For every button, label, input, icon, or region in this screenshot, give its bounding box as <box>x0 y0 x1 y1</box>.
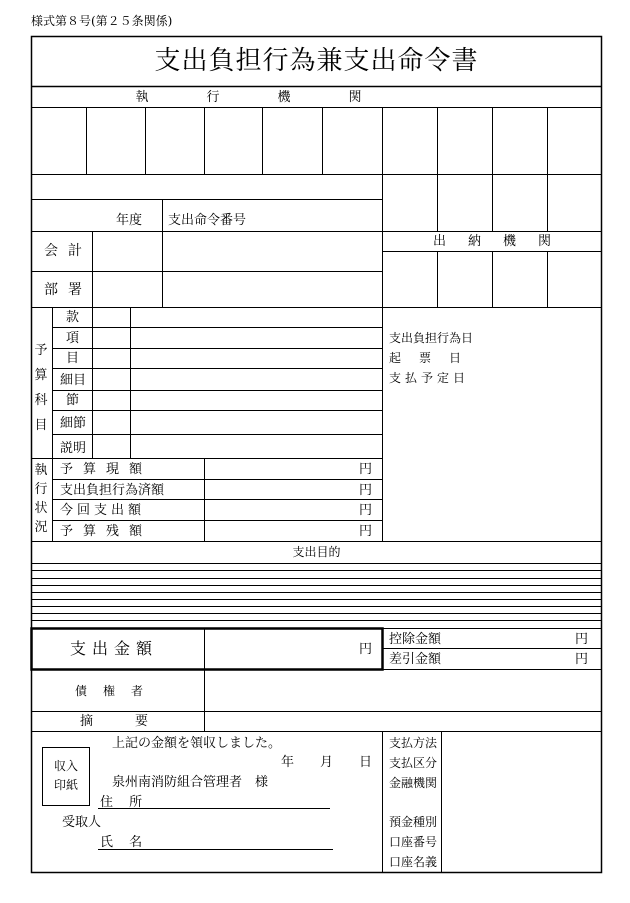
current-payment-amount-label: 今回支出額 <box>60 503 146 518</box>
issue-date-label: 起票日 <box>389 351 480 365</box>
receipt-statement: 上記の金額を領収しました。 <box>112 736 282 751</box>
revenue-stamp-label-2: 印紙 <box>54 778 79 792</box>
summary-label: 摘要 <box>80 714 191 729</box>
budget-item-kan: 款 <box>66 310 80 325</box>
yen-unit: 円 <box>359 462 373 477</box>
name-label: 氏 名 <box>100 835 149 850</box>
commitment-date-label: 支出負担行為日 <box>389 331 474 345</box>
payment-due-date-label: 支払予定日 <box>389 371 470 385</box>
budget-item-saisetsu: 細節 <box>60 416 87 431</box>
issuing-agency-header: 執行機関 <box>135 90 420 105</box>
revenue-stamp-box <box>42 747 90 806</box>
payment-order-number-label: 支出命令番号 <box>168 213 247 228</box>
budget-item-saimoku: 細目 <box>60 373 87 388</box>
net-amount-label: 差引金額 <box>389 652 442 667</box>
payment-method-label: 支払方法 <box>389 736 438 750</box>
deduction-amount-label: 控除金額 <box>389 632 442 647</box>
budget-current-amount-label: 予算現額 <box>60 462 153 477</box>
account-number-label: 口座番号 <box>389 835 438 849</box>
budget-item-kou: 項 <box>66 331 80 346</box>
budget-item-setsu: 節 <box>66 393 80 408</box>
execution-status-heading: 執行状況 <box>34 463 48 535</box>
receipt-date: 年 月 日 <box>281 755 373 770</box>
payment-purpose-label: 支出目的 <box>292 545 341 559</box>
deposit-type-label: 預金種別 <box>389 815 438 829</box>
payment-category-label: 支払区分 <box>389 756 438 770</box>
payment-amount-label: 支出金額 <box>70 639 159 658</box>
form-number-note: 様式第８号(第２５条関係) <box>31 14 173 28</box>
recipient-label: 受取人 <box>62 815 102 830</box>
committed-amount-label: 支出負担行為済額 <box>60 483 165 498</box>
financial-institution-label: 金融機関 <box>389 776 438 790</box>
budget-item-setsumei: 説明 <box>60 441 87 456</box>
yen-unit: 円 <box>359 503 373 518</box>
creditor-label: 債権者 <box>75 684 160 698</box>
yen-unit: 円 <box>359 524 373 539</box>
yen-unit: 円 <box>359 642 373 657</box>
yen-unit: 円 <box>359 483 373 498</box>
accounting-label: 会計 <box>44 243 92 259</box>
yen-unit: 円 <box>575 652 589 667</box>
disbursing-agency-header: 出納機関 <box>432 234 573 249</box>
form-title: 支出負担行為兼支出命令書 <box>154 46 479 76</box>
department-label: 部署 <box>44 282 92 298</box>
budget-item-moku: 目 <box>66 351 80 366</box>
fiscal-year-label: 年度 <box>116 213 143 228</box>
yen-unit: 円 <box>575 632 589 647</box>
address-label: 住 所 <box>100 795 149 810</box>
budget-item-heading: 予算科目 <box>34 343 48 433</box>
addressee: 泉州南消防組合管理者 様 <box>112 775 269 790</box>
budget-balance-label: 予算残額 <box>60 524 153 539</box>
account-holder-label: 口座名義 <box>389 855 438 869</box>
revenue-stamp-label-1: 収入 <box>54 759 79 773</box>
